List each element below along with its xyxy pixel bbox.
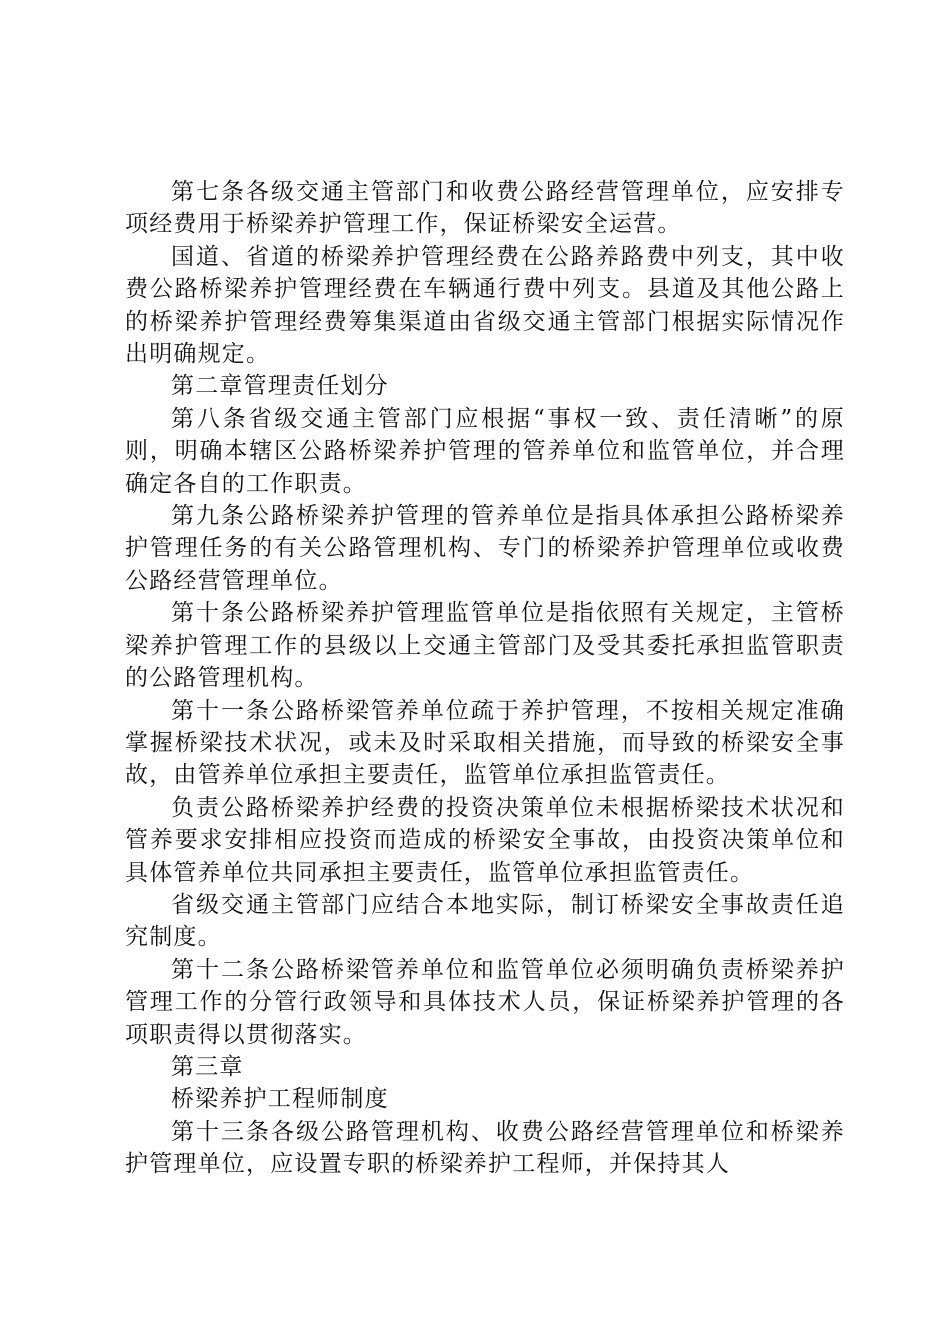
chapter-3-heading: 第三章 <box>171 1053 244 1080</box>
article-11-paragraph: 第十一条公路桥梁管养单位疏于养护管理，不按相关规定准确掌握桥梁技术状况，或未及时采取相关措施，而导致的桥梁安全事故，由管养单位承担主要责任，监管单位承担监管责任。 <box>125 697 845 789</box>
article-7-paragraph: 第七条各级交通主管部门和收费公路经营管理单位，应安排专项经费用于桥梁养护管理工作，保证桥梁安全运营。 <box>125 179 845 238</box>
chapter-3-title: 桥梁养护工程师制度 <box>171 1086 389 1113</box>
article-13-paragraph: 第十三条各级公路管理机构、收费公路经营管理单位和桥梁养护管理单位，应设置专职的桥梁养护工程师，并保持其人 <box>125 1118 845 1178</box>
article-9-paragraph: 第九条公路桥梁养护管理的管养单位是指具体承担公路桥梁养护管理任务的有关公路管理机构、专门的桥梁养护管理单位或收费公路经营管理单位。 <box>125 503 845 594</box>
article-12-paragraph: 第十二条公路桥梁管养单位和监管单位必须明确负责桥梁养护管理工作的分管行政领导和具体技术人员，保证桥梁养护管理的各项职责得以贯彻落实。 <box>125 956 845 1048</box>
investment-responsibility-paragraph: 负责公路桥梁养护经费的投资决策单位未根据桥梁技术状况和管养要求安排相应投资而造成的桥梁安全事故，由投资决策单位和具体管养单位共同承担主要责任，监管单位承担监管责任。 <box>125 794 845 886</box>
accountability-system-paragraph: 省级交通主管部门应结合本地实际，制订桥梁安全事故责任追究制度。 <box>125 891 845 951</box>
funding-sources-paragraph: 国道、省道的桥梁养护管理经费在公路养路费中列支，其中收费公路桥梁养护管理经费在车辆通行费中列支。县道及其他公路上的桥梁养护管理经费筹集渠道由省级交通主管部门根据实际情况作出明确规定。 <box>125 243 845 368</box>
document-page <box>125 176 845 1181</box>
article-8-paragraph: 第八条省级交通主管部门应根据“事权一致、责任清晰”的原则，明确本辖区公路桥梁养护管理的管养单位和监管单位，并合理确定各自的工作职责。 <box>125 405 845 497</box>
chapter-2-heading: 第二章管理责任划分 <box>171 373 389 400</box>
article-10-paragraph: 第十条公路桥梁养护管理监管单位是指依照有关规定，主管桥梁养护管理工作的县级以上交通主管部门及受其委托承担监管职责的公路管理机构。 <box>125 600 845 692</box>
